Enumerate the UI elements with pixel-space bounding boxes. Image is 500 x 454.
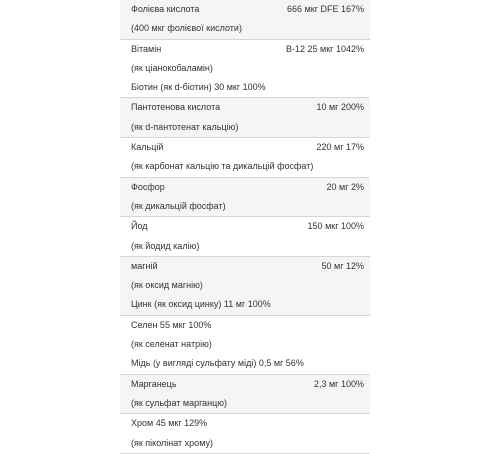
nutrient-amount: 150 мкг 100% — [307, 221, 364, 232]
nutrient-line — [120, 237, 370, 256]
nutrient-row — [120, 414, 370, 454]
nutrient-amount: 10 мг 200% — [316, 102, 364, 113]
nutrient-line — [120, 257, 370, 276]
nutrient-line — [120, 178, 370, 197]
nutrient-name: Марганець — [131, 378, 177, 389]
nutrient-name: (як d-пантотенат кальцію) — [131, 121, 239, 132]
nutrient-row — [120, 316, 370, 375]
nutrient-line — [120, 118, 370, 137]
nutrient-amount: 20 мг 2% — [326, 181, 364, 192]
nutrient-line — [120, 414, 370, 433]
nutrient-name: (як дикальцій фосфат) — [131, 200, 226, 211]
nutrient-line — [120, 354, 370, 373]
nutrient-name: Кальцій — [131, 142, 164, 153]
nutrient-line — [120, 217, 370, 236]
supplement-facts-table — [120, 0, 370, 454]
nutrient-name: магній — [131, 260, 158, 271]
nutrient-amount: 50 мг 12% — [321, 260, 364, 271]
nutrient-row — [120, 98, 370, 138]
nutrient-name: Фосфор — [131, 181, 165, 192]
nutrient-name: Фолієва кислота — [131, 4, 200, 14]
nutrient-line — [120, 375, 370, 394]
nutrient-row — [120, 40, 370, 99]
nutrient-line — [120, 0, 370, 19]
nutrient-line — [120, 197, 370, 216]
nutrient-row — [120, 0, 370, 40]
nutrient-name: (як селенат натрію) — [131, 339, 212, 350]
nutrient-line — [120, 78, 370, 97]
nutrient-line — [120, 19, 370, 38]
nutrient-row — [120, 375, 370, 415]
nutrient-name: (як карбонат кальцію та дикальцій фосфат) — [131, 161, 314, 172]
nutrient-name: Йод — [131, 221, 148, 232]
nutrient-name: Хром 45 мкг 129% — [131, 418, 208, 429]
nutrient-line — [120, 394, 370, 413]
nutrient-amount: 220 мг 17% — [316, 142, 364, 153]
nutrient-name: Біотин (як d-біотин) 30 мкг 100% — [131, 82, 266, 93]
nutrient-name: (як оксид магнію) — [131, 280, 203, 291]
nutrient-line — [120, 59, 370, 78]
nutrient-name: (як сульфат марганцю) — [131, 397, 228, 408]
nutrient-row — [120, 257, 370, 316]
nutrient-name: (як піколінат хрому) — [131, 437, 213, 448]
nutrient-name: Селен 55 мкг 100% — [131, 319, 212, 330]
nutrient-line — [120, 335, 370, 354]
nutrient-line — [120, 276, 370, 295]
nutrient-row — [120, 138, 370, 178]
nutrient-line — [120, 295, 370, 314]
nutrient-name: Пантотенова кислота — [131, 102, 221, 113]
nutrient-name: (400 мкг фолієвої кислоти) — [131, 23, 242, 34]
nutrient-amount: 2,3 мг 100% — [313, 378, 364, 389]
nutrient-amount: B-12 25 мкг 1042% — [286, 43, 364, 54]
nutrient-name: (як ціанокобаламін) — [131, 62, 213, 73]
nutrient-line — [120, 98, 370, 117]
nutrient-line — [120, 138, 370, 157]
nutrient-amount: 666 мкг DFE 167% — [287, 4, 364, 14]
nutrient-row — [120, 217, 370, 257]
nutrient-line — [120, 157, 370, 176]
nutrient-line — [120, 40, 370, 59]
nutrient-name: Вітамін — [131, 43, 162, 54]
nutrient-name: Цинк (як оксид цинку) 11 мг 100% — [131, 299, 271, 310]
nutrient-name: Мідь (у вигляді сульфату міді) 0,5 мг 56% — [131, 358, 304, 369]
nutrient-row — [120, 178, 370, 218]
nutrient-name: (як йодид калію) — [131, 240, 200, 251]
nutrient-line — [120, 316, 370, 335]
